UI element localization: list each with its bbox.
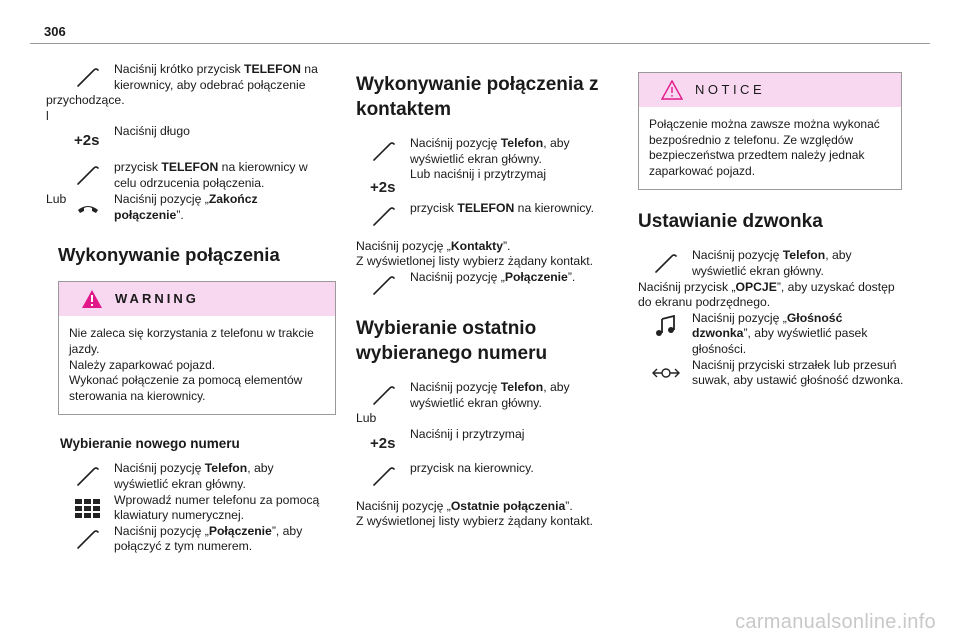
press-icon (74, 164, 102, 186)
step-hold: +2s Naciśnij i przytrzymaj (370, 426, 525, 452)
warning-icon (81, 289, 103, 309)
step-wheel-button: przycisk na kierownicy. (356, 461, 622, 491)
press-icon (74, 528, 102, 550)
text-line: Naciśnij przycisk „OPCJE”, aby uzyskać dostęp do ekranu podrzędnego. (638, 279, 895, 310)
warning-header (59, 282, 335, 316)
hang-up-icon (74, 196, 102, 218)
press-icon (74, 465, 102, 487)
text-line: Lub (356, 411, 377, 426)
press-icon (370, 140, 398, 162)
heading-recent: Wybieranie ostatnio wybieranego numeru (356, 317, 548, 364)
text-line: przychodzące. (46, 93, 125, 108)
svg-text:+2s: +2s (370, 178, 396, 196)
text-line: Naciśnij pozycję „Ostatnie połączenia”. (356, 498, 573, 513)
keypad-icon (74, 497, 102, 519)
long-press-2s-icon (74, 128, 102, 150)
step-volume: Naciśnij pozycję „Głośność dzwonka”, aby wyświetlić pasek głośności. (638, 311, 904, 358)
step-long-press: +2s Naciśnij długo (74, 124, 190, 150)
heading-call-contact: Wykonywanie połączenia z kontaktem (356, 74, 599, 120)
press-icon (652, 252, 680, 274)
warning-body: Nie zaleca się korzystania z telefonu w trakcie jazdy. Należy zaparkować pojazd. Wykonać połączenie za pomocą elementów sterowania na kierownicy. (69, 326, 314, 403)
step-keypad: Wprowadź numer telefonu za pomocą klawiatury numerycznej. (60, 493, 326, 524)
svg-text:+2s: +2s (74, 132, 100, 150)
top-divider (30, 43, 930, 44)
step-call: Naciśnij pozycję „Połączenie”, aby połączyć z tym numerem. (60, 524, 326, 555)
step-slider: Naciśnij przyciski strzałek lub przesuń suwak, aby ustawić głośność dzwonka. (638, 358, 904, 389)
step-telefon: Naciśnij pozycję Telefon, aby wyświetlić ekran główny. (356, 380, 622, 411)
long-press-row (356, 171, 622, 196)
notice-body: Połączenie można zawsze można wykonać bezpośrednio z telefonu. Ze względów bezpieczeństwa przedtem należy jednak zaparkować pojazd. (649, 117, 880, 178)
text-line: Z wyświetlonej listy wybierz żądany kontakt. (356, 514, 594, 529)
text-line: l (46, 108, 49, 123)
heading-make-call: Wykonywanie połączenia (58, 244, 280, 266)
column-3 (638, 72, 904, 389)
press-icon (74, 66, 102, 88)
step-call: Naciśnij pozycję „Połączenie”. (356, 270, 622, 296)
page-number: 306 (44, 24, 66, 39)
press-icon (370, 274, 398, 296)
long-press-2s-icon (370, 175, 398, 197)
step-telefon: Naciśnij pozycję Telefon, aby wyświetlić ekran główny. (60, 461, 326, 492)
step-telefon: Naciśnij pozycję Telefon, aby wyświetlić ekran główny. Lub naciśnij i przytrzymaj (356, 136, 622, 183)
notice-box (638, 72, 902, 190)
svg-text:+2s: +2s (370, 434, 396, 452)
notice-label: NOTICE (695, 82, 766, 97)
column-2 (356, 72, 622, 530)
step-telefon: Naciśnij pozycję Telefon, aby wyświetlić ekran główny. (638, 248, 904, 279)
text-line: Naciśnij pozycję „Kontakty”. (356, 238, 511, 253)
step-reject: przycisk TELEFON na kierownicy w celu odrzucenia połączenia. (60, 160, 326, 191)
heading-ringtone: Ustawianie dzwonka (638, 211, 823, 233)
step-telefon-wheel: przycisk TELEFON na kierownicy. (356, 201, 622, 231)
text-line: Lub (46, 191, 67, 206)
notice-icon (661, 80, 683, 100)
press-icon (370, 465, 398, 487)
heading-new-number: Wybieranie nowego numeru (60, 436, 240, 452)
press-icon (370, 384, 398, 406)
watermark: carmanualsonline.info (735, 611, 936, 633)
slider-arrows-icon (652, 362, 680, 384)
notice-header (639, 73, 901, 107)
music-note-icon (652, 315, 680, 337)
column-1 (46, 62, 326, 555)
press-icon (370, 205, 398, 227)
long-press-2s-icon (370, 431, 398, 453)
text-line: Z wyświetlonej listy wybierz żądany kontakt. (356, 254, 594, 269)
step-end-call: Naciśnij pozycję „Zakończ połączenie”. (60, 192, 326, 223)
warning-box (58, 281, 336, 415)
step-answer: Naciśnij krótko przycisk TELEFON na kierownicy, aby odebrać połączenie (60, 62, 326, 93)
warning-label: WARNING (115, 291, 199, 307)
